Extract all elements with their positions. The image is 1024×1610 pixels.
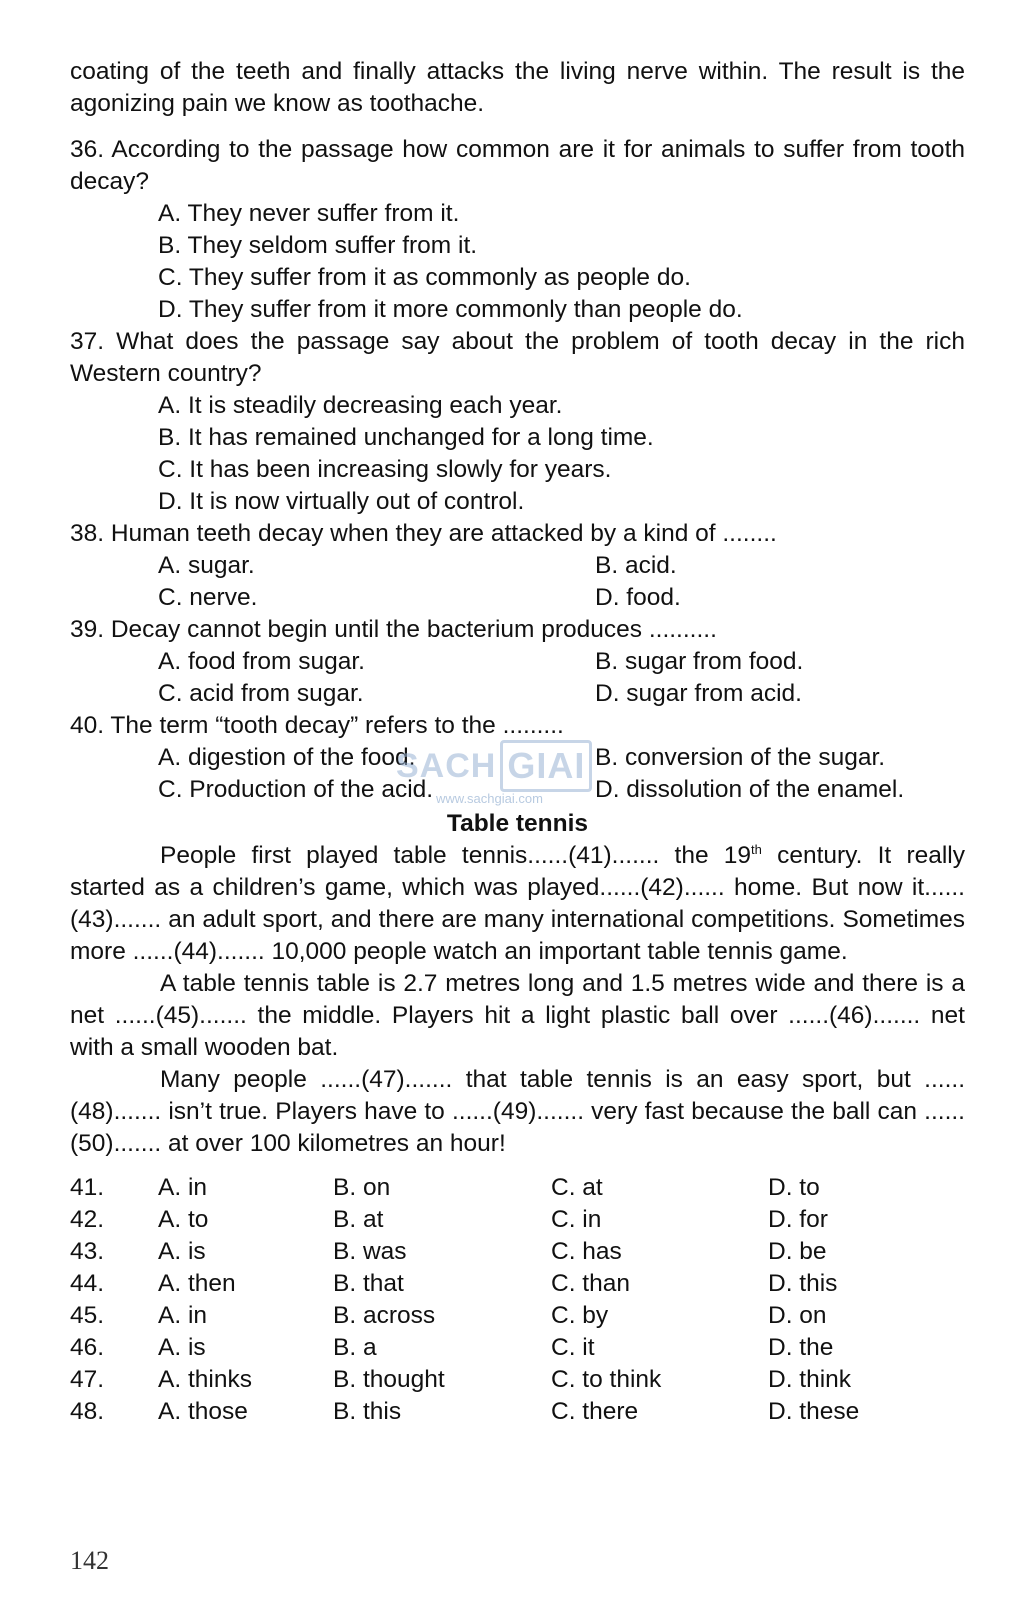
question-number: 41. (70, 1174, 105, 1201)
answer-option: A. digestion of the food. (158, 744, 416, 771)
answer-option: B. It has remained unchanged for a long time. (158, 424, 654, 451)
watermark-logo-box: GIAI (500, 740, 592, 792)
answer-row (70, 1172, 965, 1204)
answer-choice: B. thought (333, 1366, 445, 1393)
question-options (70, 198, 965, 326)
passage-text: century. It really started as a children’s game, which was played......(42)...... home. But now it......(43)....... an adult sport, and there are many international competitions. Sometimes more ......(44)....... 10,000 people watch an important table tennis game. (70, 842, 965, 965)
answer-choice: A. in (158, 1302, 208, 1329)
answer-option: B. They seldom suffer from it. (158, 232, 478, 259)
answer-choice: B. at (333, 1206, 384, 1233)
answer-choice: C. there (551, 1398, 639, 1425)
answer-choice: C. to think (551, 1366, 662, 1393)
answer-option: B. acid. (595, 552, 677, 579)
ordinal-superscript: th (751, 841, 762, 857)
answer-choice: B. across (333, 1302, 436, 1329)
page-number: 142 (70, 1546, 109, 1575)
question-stem: 39. Decay cannot begin until the bacterium produces .......... (70, 616, 717, 643)
answer-option: C. They suffer from it as commonly as people do. (158, 264, 691, 291)
answer-row (70, 1204, 965, 1236)
answer-option: B. sugar from food. (595, 648, 804, 675)
question-options (70, 646, 965, 710)
answer-option: D. They suffer from it more commonly than people do. (158, 296, 743, 323)
question-number: 46. (70, 1334, 105, 1361)
answer-choice: C. in (551, 1206, 602, 1233)
passage-paragraph-1 (70, 840, 965, 968)
answer-choice: D. for (768, 1206, 828, 1233)
question-number: 48. (70, 1398, 105, 1425)
answer-choice: C. than (551, 1270, 630, 1297)
passage-continuation: coating of the teeth and finally attacks the living nerve within. The result is the agonizing pain we know as toothache. (70, 58, 965, 117)
watermark-logo-text: SACH (396, 747, 497, 785)
answer-row (70, 1396, 965, 1428)
answer-choice: C. by (551, 1302, 609, 1329)
answer-choice: A. to (158, 1206, 209, 1233)
answer-choice: B. a (333, 1334, 377, 1361)
answer-choice: D. to (768, 1174, 820, 1201)
answer-row (70, 1268, 965, 1300)
answer-row (70, 1300, 965, 1332)
answer-choice: D. this (768, 1270, 838, 1297)
answer-option: D. food. (595, 584, 681, 611)
answer-choice: B. this (333, 1398, 402, 1425)
question-options (70, 390, 965, 518)
answer-option: C. acid from sugar. (158, 680, 364, 707)
answer-choice: D. be (768, 1238, 827, 1265)
question-options (70, 742, 965, 806)
answer-option: C. It has been increasing slowly for years. (158, 456, 612, 483)
answer-choice: D. think (768, 1366, 852, 1393)
answer-option: D. It is now virtually out of control. (158, 488, 525, 515)
question-list (70, 134, 965, 806)
answer-option: D. sugar from acid. (595, 680, 802, 707)
answer-option: A. sugar. (158, 552, 255, 579)
answer-choice: A. those (158, 1398, 248, 1425)
question-number: 43. (70, 1238, 105, 1265)
answer-row (70, 1364, 965, 1396)
answer-choice: B. on (333, 1174, 391, 1201)
answer-choice: C. has (551, 1238, 622, 1265)
answer-choice: C. at (551, 1174, 603, 1201)
answer-option: A. food from sugar. (158, 648, 365, 675)
answer-option: A. It is steadily decreasing each year. (158, 392, 563, 419)
answer-choice: B. that (333, 1270, 404, 1297)
answer-choice: A. is (158, 1334, 206, 1361)
question-number: 42. (70, 1206, 105, 1233)
question-number: 44. (70, 1270, 105, 1297)
question-stem: 40. The term “tooth decay” refers to the ......... (70, 712, 564, 739)
answer-row (70, 1236, 965, 1268)
answer-choice: D. these (768, 1398, 860, 1425)
answer-choice: D. on (768, 1302, 827, 1329)
answer-option: C. nerve. (158, 584, 258, 611)
answer-choice: A. is (158, 1238, 206, 1265)
answer-row (70, 1332, 965, 1364)
answer-option: A. They never suffer from it. (158, 200, 460, 227)
answer-option: B. conversion of the sugar. (595, 744, 886, 771)
answer-choice: A. then (158, 1270, 236, 1297)
answer-choice: D. the (768, 1334, 834, 1361)
answer-choice: A. thinks (158, 1366, 252, 1393)
passage-paragraph-2: A table tennis table is 2.7 metres long and 1.5 metres wide and there is a net ......(45)....... the middle. Players hit a light plastic ball over ......(46)....... net with a small wooden bat. (70, 970, 965, 1061)
watermark-url: www.sachgiai.com (436, 791, 543, 806)
document-page (70, 56, 965, 1428)
answer-option: C. Production of the acid. (158, 776, 434, 803)
question-stem: 38. Human teeth decay when they are attacked by a kind of ........ (70, 520, 777, 547)
passage-paragraph-3: Many people ......(47)....... that table tennis is an easy sport, but ......(48)....... isn’t true. Players have to ......(49)....... very fast because the ball can ......(50)....... at over 100 kilometres an hour! (70, 1066, 965, 1157)
question-number: 45. (70, 1302, 105, 1329)
question-stem: 37. What does the passage say about the problem of tooth decay in the rich Western country? (70, 328, 965, 387)
section-title: Table tennis (446, 810, 589, 837)
answer-choice: B. was (333, 1238, 407, 1265)
question-number: 47. (70, 1366, 105, 1393)
answer-choice: C. it (551, 1334, 595, 1361)
passage-text: People first played table tennis......(41)....... the 19 (160, 842, 752, 869)
answer-table (70, 1172, 965, 1428)
answer-option: D. dissolution of the enamel. (595, 776, 905, 803)
question-options (70, 550, 965, 614)
answer-choice: A. in (158, 1174, 208, 1201)
question-stem: 36. According to the passage how common are it for animals to suffer from tooth decay? (70, 136, 965, 195)
